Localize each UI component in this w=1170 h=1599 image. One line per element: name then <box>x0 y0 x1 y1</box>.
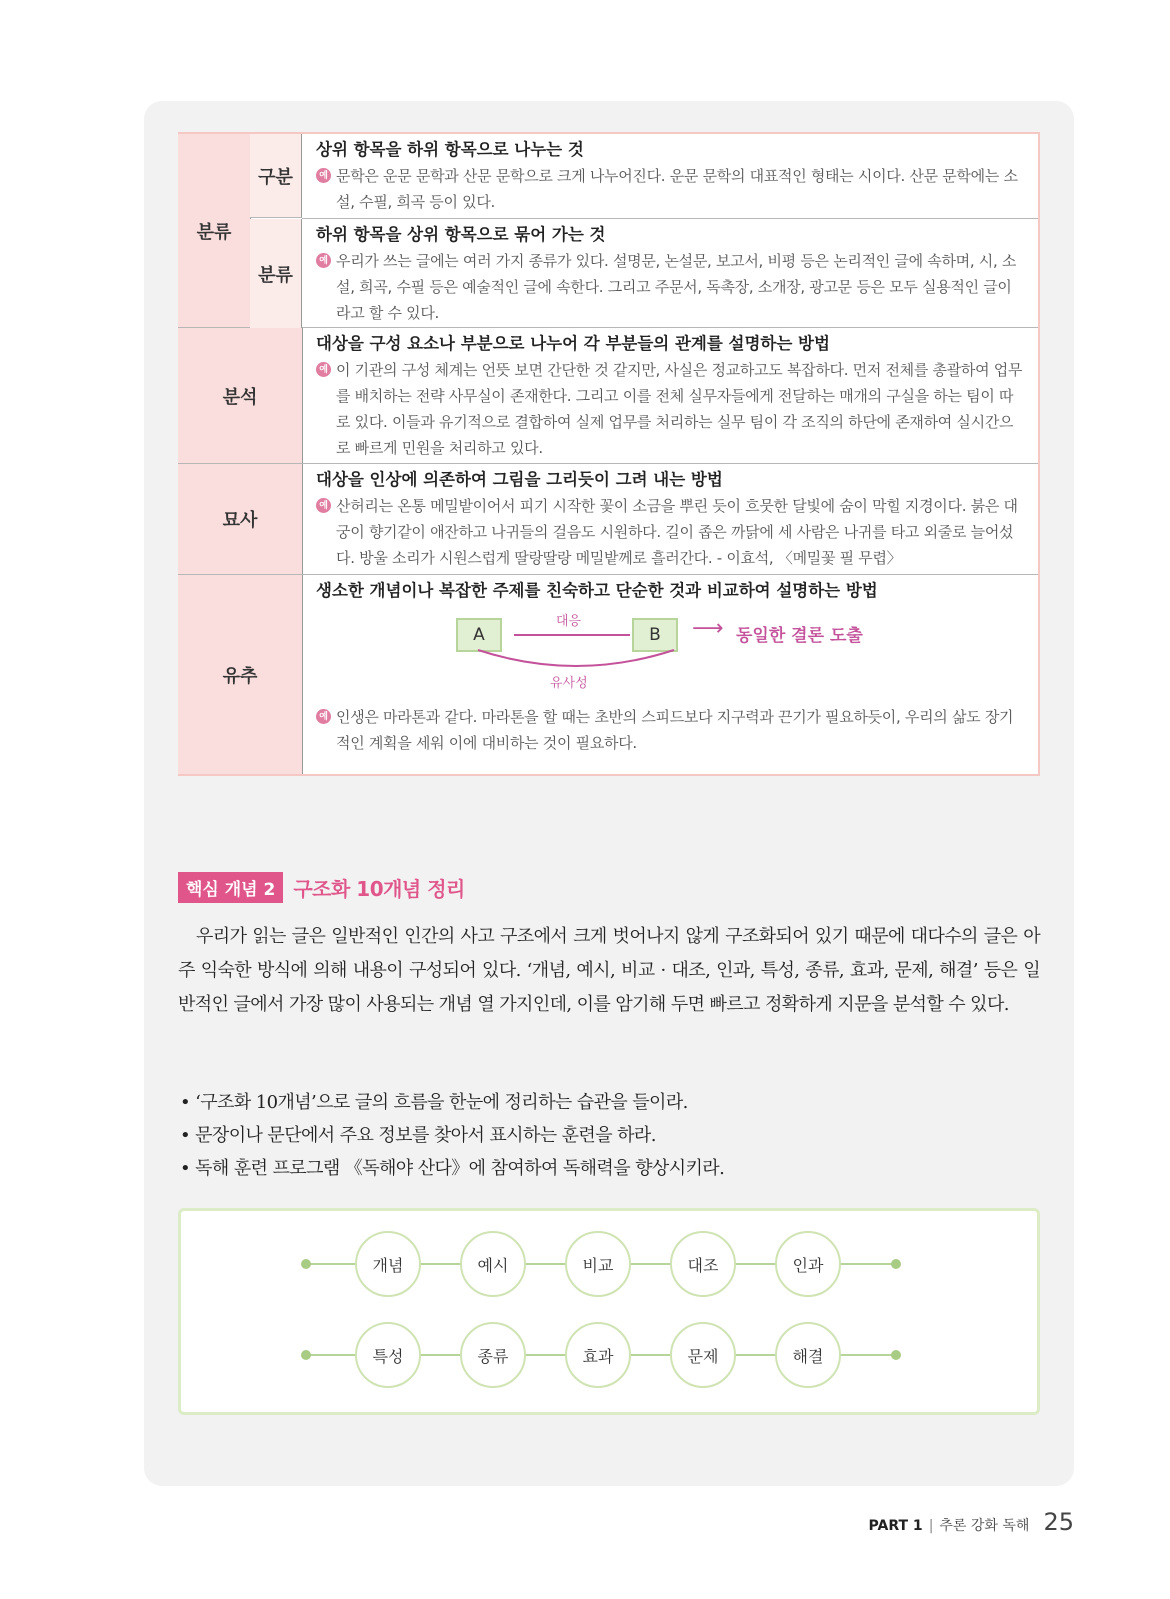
table-row-analysis <box>178 328 1038 464</box>
similarity-arc <box>476 648 676 672</box>
cell-heading: 생소한 개념이나 복잡한 주제를 친숙하고 단순한 것과 비교하여 설명하는 방법 <box>316 581 878 600</box>
concept-circle: 예시 <box>460 1231 526 1297</box>
cell-analogy <box>316 578 1024 756</box>
footer-separator: | <box>928 1518 934 1534</box>
example-text: 예 우리가 쓰는 글에는 여러 가지 종류가 있다. 설명문, 논설문, 보고서, 비평 등은 논리적인 글에 속하며, 시, 소설, 희곡, 수필 등은 예술적인 글에 속한다. 그리고 주문서, 독촉장, 소개장, 광고문 등은 모두 실용적인 글이라고 할 수 있다. <box>316 248 1024 326</box>
example-text: 예 이 기관의 구성 체계는 언뜻 보면 간단한 것 같지만, 사실은 정교하고도 복잡하다. 먼저 전체를 총괄하여 업무를 배치하는 전략 사무실이 존재한다. 그리고 이를 전체 실무자들에게 전달하는 매개의 구실을 하는 팀이 따로 있다. 이들과 유기적으로 결합하여 실제 업무를 처리하는 실무 팀이 각 조직의 하단에 존재하여 실시간으로 빠르게 민원을 처리하고 있다. <box>316 357 1024 461</box>
cell-heading: 하위 항목을 상위 항목으로 묶어 가는 것 <box>316 225 606 244</box>
sub-label-gubun: 구분 <box>250 134 302 218</box>
chain-end-dot <box>301 1350 311 1360</box>
concept-circle: 인과 <box>775 1231 841 1297</box>
divider <box>302 218 1038 219</box>
row-label-classification: 분류 <box>178 134 251 327</box>
cell-gubun <box>316 137 1024 215</box>
example-marker-icon: 예 <box>316 362 331 377</box>
result-label: 동일한 결론 도출 <box>736 626 863 646</box>
arrow-right-icon: ⟶ <box>692 616 724 641</box>
example-text: 예 인생은 마라톤과 같다. 마라톤을 할 때는 초반의 스피드보다 지구력과 끈기가 필요하듯이, 우리의 삶도 장기적인 계획을 세워 이에 대비하는 것이 필요하다. <box>316 704 1024 756</box>
correspondence-label: 대응 <box>556 614 582 629</box>
analogy-diagram <box>316 610 1024 700</box>
concept-circle: 효과 <box>565 1322 631 1388</box>
table-row-classification <box>178 134 1038 328</box>
concept-circle: 개념 <box>355 1231 421 1297</box>
tip-item: • 문장이나 문단에서 주요 정보를 찾아서 표시하는 훈련을 하라. <box>180 1125 656 1146</box>
chain-end-dot <box>891 1350 901 1360</box>
section-badge: 핵심 개념 2 <box>178 872 283 903</box>
table-row-description <box>178 464 1038 575</box>
chain-end-dot <box>301 1259 311 1269</box>
concept-circle: 문제 <box>670 1322 736 1388</box>
tip-item: • ‘구조화 10개념’으로 글의 흐름을 한눈에 정리하는 습관을 들이라. <box>180 1092 688 1113</box>
page-footer <box>869 1508 1074 1536</box>
example-text: 예 산허리는 온통 메밀밭이어서 피기 시작한 꽃이 소금을 뿌린 듯이 흐뭇한 달빛에 숨이 막힐 지경이다. 붉은 대궁이 향기같이 애잔하고 나귀들의 걸음도 시원하다. 길이 좁은 까닭에 세 사람은 나귀를 타고 외줄로 늘어섰다. 방울 소리가 시원스럽게 딸랑딸랑 메밀밭께로 흘러간다. - 이효석, 〈메밀꽃 필 무렵〉 <box>316 493 1024 571</box>
example-marker-icon: 예 <box>316 498 331 513</box>
section-heading: 구조화 10개념 정리 <box>293 877 465 901</box>
concept-chain-box <box>178 1208 1040 1415</box>
row-label-analogy: 유추 <box>178 575 303 774</box>
cell-description <box>316 467 1024 571</box>
cell-heading: 상위 항목을 하위 항목으로 나누는 것 <box>316 140 584 159</box>
similarity-label: 유사성 <box>550 676 588 691</box>
intro-paragraph: 우리가 읽는 글은 일반적인 인간의 사고 구조에서 크게 벗어나지 않게 구조화되어 있기 때문에 대다수의 글은 아주 익숙한 방식에 의해 내용이 구성되어 있다. ‘개념, 예시, 비교 · 대조, 인과, 특성, 종류, 효과, 문제, 해결’ 등은 일반적인 글에서 가장 많이 사용되는 개념 열 가지인데, 이를 암기해 두면 빠르고 정확하게 지문을 분석할 수 있다. <box>178 926 1040 1015</box>
concept-circle: 비교 <box>565 1231 631 1297</box>
concept-circle: 대조 <box>670 1231 736 1297</box>
cell-heading: 대상을 인상에 의존하여 그림을 그리듯이 그려 내는 방법 <box>316 470 723 489</box>
sub-label-bunryu: 분류 <box>250 219 302 328</box>
box-a: A <box>456 618 502 652</box>
cell-heading: 대상을 구성 요소나 부분으로 나누어 각 부분들의 관계를 설명하는 방법 <box>316 334 830 353</box>
concept-table <box>178 132 1040 776</box>
row-label-description: 묘사 <box>178 464 303 574</box>
example-marker-icon: 예 <box>316 253 331 268</box>
box-b: B <box>632 618 678 652</box>
example-text: 예 문학은 운문 문학과 산문 문학으로 크게 나누어진다. 운문 문학의 대표적인 형태는 시이다. 산문 문학에는 소설, 수필, 희곡 등이 있다. <box>316 163 1024 215</box>
concept-circle: 특성 <box>355 1322 421 1388</box>
row-label-analysis: 분석 <box>178 328 303 463</box>
cell-bunryu <box>316 222 1024 326</box>
tip-item: • 독해 훈련 프로그램 《독해야 산다》에 참여하여 독해력을 향상시키라. <box>180 1158 725 1179</box>
table-row-analogy <box>178 575 1038 774</box>
footer-part: PART 1 <box>868 1518 923 1534</box>
page-number: 25 <box>1043 1508 1074 1536</box>
concept-circle: 종류 <box>460 1322 526 1388</box>
example-marker-icon: 예 <box>316 168 331 183</box>
footer-subtitle: 추론 강화 독해 <box>939 1518 1030 1534</box>
chain-end-dot <box>891 1259 901 1269</box>
tip-list <box>180 1086 724 1185</box>
concept-circle: 해결 <box>775 1322 841 1388</box>
example-marker-icon: 예 <box>316 709 331 724</box>
section-title <box>178 872 465 903</box>
correspondence-line <box>514 634 630 636</box>
cell-analysis <box>316 331 1024 461</box>
